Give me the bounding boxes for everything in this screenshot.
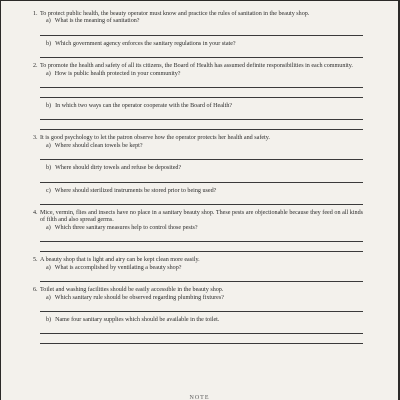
sub-text: How is public health protected in your community? [54,70,181,77]
sub-question-1b [46,41,363,48]
question-text: Toilet and washing facilities should be easily accessible in the beauty shop. [40,287,224,294]
sub-text: What is the meaning of sanitation? [54,18,140,25]
sub-question-3a [46,143,363,150]
sub-question-1a [46,18,363,25]
sub-label: a) [46,264,51,271]
question-2 [33,63,363,70]
question-text: To protect public health, the beauty operator must know and practice the rules of sanitation in the beauty shop. [40,11,310,17]
sub-question-5a [46,265,363,272]
sub-label: a) [46,142,51,149]
question-3 [33,135,363,142]
sub-label: b) [46,40,52,47]
page-footer: NOTE [189,395,210,400]
question-number: 6. [33,287,38,294]
sub-question-2a [46,71,363,78]
worksheet-page [1,1,398,400]
question-number: 5. [33,257,38,264]
sub-label: c) [46,187,51,194]
sub-text: Which three sanitary measures help to control those pests? [54,224,198,231]
question-text: A beauty shop that is light and airy can be kept clean more easily. [40,257,200,264]
question-list [33,11,363,344]
question-5 [33,257,363,264]
sub-text: What is accomplished by ventilating a beauty shop? [54,264,182,271]
sub-text: Name four sanitary supplies which should be available in the toilet. [55,316,220,323]
sub-question-6b [46,317,363,324]
sub-text: Where should dirty towels and refuse be deposited? [55,165,182,172]
sub-text: Which government agency enforces the sanitary regulations in your state? [55,40,236,47]
sub-text: Where should clean towels be kept? [54,142,143,149]
question-text: To promote the health and safety of all its citizens, the Board of Health has assumed definite responsibilities in each community. [40,63,353,70]
question-number: 3. [33,135,38,142]
sub-text: Which sanitary rule should be observed regarding plumbing fixtures? [54,294,224,301]
question-number: 2. [33,63,38,70]
sub-question-4a [46,225,363,232]
sub-question-3c [46,188,363,195]
sub-label: b) [46,165,52,172]
question-text: It is good psychology to let the patron observe how the operator protects her health and safety. [40,135,270,142]
sub-text: Where should sterilized instruments be stored prior to being used? [54,187,217,194]
question-4 [33,210,363,225]
sub-text: In which two ways can the operator cooperate with the Board of Health? [55,103,233,110]
sub-label: a) [46,294,51,301]
sub-label: a) [46,224,51,231]
answer-line[interactable] [40,343,363,344]
sub-question-2b [46,103,363,110]
sub-label: a) [46,70,51,77]
question-number: 1. [33,11,38,17]
question-6 [33,287,363,294]
sub-label: b) [46,316,52,323]
question-number: 4. [33,210,38,217]
sub-question-3b [46,165,363,172]
question-1 [33,11,363,18]
sub-label: b) [46,103,52,110]
question-text: Mice, vermin, flies and insects have no place in a sanitary beauty shop. These pests are objectionable because they feed on all kinds of filth and also spread germs. [40,210,363,224]
sub-label: a) [46,18,51,25]
sub-question-6a [46,295,363,302]
